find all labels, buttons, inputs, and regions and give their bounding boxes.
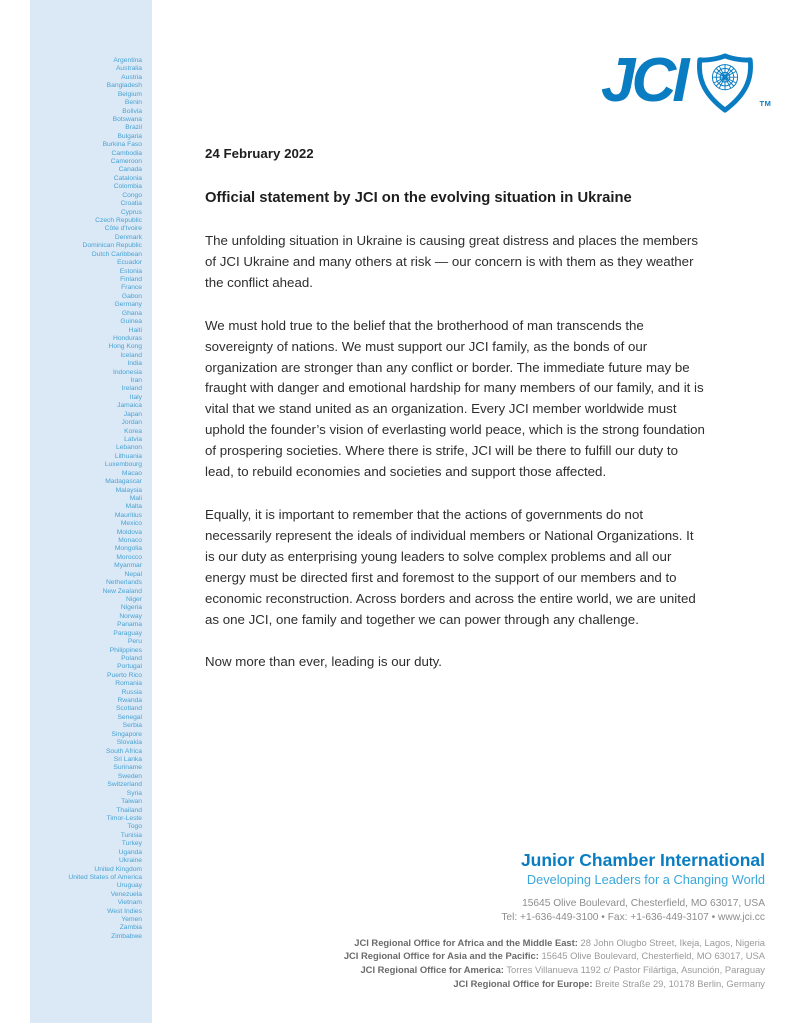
regional-office-address: Torres Villanueva 1192 c/ Pastor Filártiga, Asunción, Paraguay bbox=[506, 964, 765, 976]
country-name: Yemen bbox=[121, 916, 142, 924]
letter-date: 24 February 2022 bbox=[205, 146, 314, 161]
country-name: Uruguay bbox=[116, 882, 142, 890]
member-countries-band bbox=[30, 0, 152, 1023]
country-name: Dominican Republic bbox=[82, 242, 142, 250]
member-countries-list bbox=[30, 57, 142, 941]
country-name: Zambia bbox=[119, 924, 142, 932]
letter-paragraph: Now more than ever, leading is our duty. bbox=[205, 654, 443, 670]
country-name: Myanmar bbox=[114, 562, 142, 570]
regional-office-label: JCI Regional Office for America: bbox=[360, 964, 504, 976]
country-name: Benin bbox=[124, 99, 142, 107]
country-name: Russia bbox=[121, 688, 142, 696]
country-name: Turkey bbox=[121, 840, 142, 848]
country-name: Catalonia bbox=[113, 174, 142, 182]
regional-offices bbox=[344, 936, 765, 991]
country-name: Jamaica bbox=[117, 402, 142, 410]
country-name: Niger bbox=[126, 596, 142, 603]
org-name: Junior Chamber International bbox=[520, 850, 765, 870]
country-name: Nigeria bbox=[120, 604, 142, 612]
country-name: Scotland bbox=[115, 705, 142, 713]
regional-office-line bbox=[344, 963, 765, 977]
country-name: Philippines bbox=[109, 646, 142, 654]
regional-office-address: 15645 Olive Boulevard, Chesterfield, MO 63017, USA bbox=[541, 950, 765, 962]
country-name: Lithuania bbox=[114, 452, 142, 460]
country-name: Switzerland bbox=[107, 781, 142, 789]
country-name: Zimbabwe bbox=[111, 932, 142, 940]
country-name: Cyprus bbox=[120, 208, 142, 216]
country-name: Ukraine bbox=[118, 857, 142, 865]
country-name: Lebanon bbox=[115, 444, 142, 452]
country-name: Netherlands bbox=[105, 579, 142, 587]
country-name: Slovakia bbox=[116, 739, 142, 747]
country-name: Congo bbox=[122, 191, 142, 199]
country-name: Peru bbox=[127, 638, 142, 646]
country-name: Estonia bbox=[119, 267, 142, 275]
letter-paragraph: The unfolding situation in Ukraine is causing great distress and places the members of JCI Ukraine and many others at risk — our concern is with them as they weather the conflict ahead. bbox=[205, 233, 698, 290]
country-name: Singapore bbox=[111, 730, 142, 738]
country-name: Malta bbox=[125, 503, 142, 511]
country-name: Panama bbox=[117, 621, 142, 629]
country-name: Romania bbox=[115, 680, 142, 688]
jci-logo bbox=[601, 46, 772, 115]
letter-title: Official statement by JCI on the evolving situation in Ukraine bbox=[205, 190, 632, 206]
letter-paragraph: Equally, it is important to remember that the actions of governments do not necessarily represent the ideals of individual members or National Organizations. It is our duty as enterprising young leaders to solve complex problems and all our energy must be directed first and foremost to the support of our members and to economic reconstruction. Across borders and across the entire world, we are united as one JCI, one family and together we can power through any challenge. bbox=[205, 506, 696, 627]
country-name: Serbia bbox=[122, 722, 142, 730]
letter-paragraphs bbox=[205, 231, 705, 673]
country-name: Portugal bbox=[117, 663, 142, 671]
country-name: Honduras bbox=[113, 334, 142, 342]
org-tagline: Developing Leaders for a Changing World bbox=[526, 872, 765, 887]
country-name: Burkina Faso bbox=[102, 141, 142, 149]
country-name: Suriname bbox=[113, 764, 142, 772]
country-name: Indonesia bbox=[112, 368, 142, 376]
hq-address: 15645 Olive Boulevard, Chesterfield, MO 63017, USA bbox=[522, 898, 765, 909]
country-name: Ecuador bbox=[117, 259, 142, 267]
country-name: Haiti bbox=[128, 326, 142, 334]
country-name: Taiwan bbox=[121, 798, 142, 806]
letter-content bbox=[205, 146, 705, 695]
country-name: West Indies bbox=[107, 907, 142, 915]
country-name: Germany bbox=[114, 301, 142, 309]
country-name: Cambodia bbox=[111, 149, 142, 157]
country-name: Brazil bbox=[125, 124, 142, 132]
country-name: Australia bbox=[115, 65, 142, 73]
country-name: Canada bbox=[118, 166, 142, 174]
country-name: Argentina bbox=[113, 57, 142, 64]
country-name: Sweden bbox=[117, 772, 142, 780]
hq-address-block bbox=[344, 897, 765, 925]
country-name: Uganda bbox=[118, 848, 142, 856]
trademark-symbol: TM bbox=[759, 99, 772, 108]
country-name: Gabon bbox=[121, 292, 142, 300]
country-name: Timor-Leste bbox=[106, 814, 142, 822]
country-name: Ireland bbox=[121, 385, 142, 393]
country-name: Ghana bbox=[121, 309, 142, 317]
country-name: Luxembourg bbox=[104, 461, 142, 469]
country-name: Jordan bbox=[121, 419, 142, 427]
country-name: Iran bbox=[130, 377, 142, 385]
country-name: Madagascar bbox=[105, 478, 142, 486]
country-name: United Kingdom bbox=[94, 865, 142, 873]
country-name: Denmark bbox=[114, 233, 142, 241]
country-name: Mauritius bbox=[114, 511, 142, 519]
country-name: Japan bbox=[123, 410, 142, 418]
country-name: Bulgaria bbox=[117, 132, 142, 140]
country-name: Thailand bbox=[116, 806, 142, 814]
country-name: Morocco bbox=[116, 553, 142, 561]
country-name: Cameroon bbox=[110, 158, 142, 166]
country-name: Côte d'Ivoire bbox=[104, 225, 142, 233]
country-name: Malaysia bbox=[115, 486, 142, 494]
country-name: Rwanda bbox=[117, 697, 142, 705]
regional-office-label: JCI Regional Office for Europe: bbox=[453, 977, 593, 989]
letter-paragraph: We must hold true to the belief that the brotherhood of man transcends the sovereignty of nations. We must support our JCI family, as the bonds of our organization are stronger than any conflict or border. The immediate future may be fraught with danger and emotional hardship for many members of our family, and it is vital that we stand united as an organization. Every JCI member worldwide must uphold the founder’s vision of everlasting world peace, which is the strong foundation of prospering societies. Where there is strife, JCI will be there to fulfill our duty to lead, to rebuild economies and societies and support those affected. bbox=[205, 317, 705, 480]
regional-office-line bbox=[344, 936, 765, 950]
regional-office-label: JCI Regional Office for Africa and the Middle East: bbox=[354, 936, 578, 948]
country-name: Puerto Rico bbox=[107, 671, 142, 679]
country-name: Bolivia bbox=[122, 107, 142, 115]
jci-logo-text: JCI bbox=[601, 46, 686, 115]
country-name: Guinea bbox=[120, 318, 142, 326]
letterhead-footer bbox=[344, 849, 765, 991]
country-name: Paraguay bbox=[113, 629, 142, 637]
country-name: Sri Lanka bbox=[113, 756, 142, 764]
country-name: Tunisia bbox=[120, 831, 142, 839]
country-name: Norway bbox=[119, 612, 142, 620]
country-name: Moldova bbox=[116, 528, 142, 536]
country-name: Macao bbox=[121, 469, 142, 477]
country-name: Austria bbox=[121, 73, 142, 81]
country-name: Mali bbox=[129, 494, 142, 502]
country-name: Senegal bbox=[117, 713, 142, 721]
country-name: United States of America bbox=[68, 873, 142, 881]
country-name: France bbox=[121, 284, 142, 292]
country-name: Vietnam bbox=[117, 899, 142, 907]
country-name: Syria bbox=[126, 789, 142, 797]
country-name: Italy bbox=[129, 393, 142, 401]
regional-office-address: 28 John Olugbo Street, Ikeja, Lagos, Nigeria bbox=[580, 936, 765, 948]
regional-office-label: JCI Regional Office for Asia and the Pacific: bbox=[343, 950, 539, 962]
regional-office-line bbox=[344, 977, 765, 991]
country-name: Iceland bbox=[120, 351, 142, 359]
hq-contact: Tel: +1-636-449-3100 • Fax: +1-636-449-3107 • www.jci.cc bbox=[501, 911, 765, 923]
country-name: Mexico bbox=[120, 520, 142, 528]
country-name: Mongolia bbox=[114, 545, 142, 553]
country-name: Finland bbox=[120, 275, 142, 283]
country-name: Dutch Caribbean bbox=[91, 250, 142, 258]
country-name: Botswana bbox=[112, 115, 142, 123]
country-name: New Zealand bbox=[102, 587, 142, 595]
country-name: Togo bbox=[127, 823, 142, 831]
country-name: Croatia bbox=[120, 200, 142, 208]
country-name: Bangladesh bbox=[106, 82, 142, 90]
regional-office-line bbox=[344, 949, 765, 963]
country-name: Czech Republic bbox=[95, 217, 142, 225]
shield-globe-icon bbox=[693, 52, 757, 114]
country-name: Nepal bbox=[124, 570, 142, 578]
country-name: Poland bbox=[121, 654, 142, 662]
regional-office-address: Breite Straße 29, 10178 Berlin, Germany bbox=[595, 977, 765, 989]
country-name: India bbox=[127, 360, 142, 368]
country-name: Hong Kong bbox=[108, 343, 142, 351]
country-name: Colombia bbox=[113, 183, 142, 191]
country-name: Korea bbox=[124, 427, 142, 435]
country-name: Monaco bbox=[118, 537, 142, 545]
country-name: South Africa bbox=[105, 747, 142, 755]
country-name: Latvia bbox=[124, 435, 142, 443]
country-name: Belgium bbox=[117, 90, 142, 98]
country-name: Venezuela bbox=[110, 890, 142, 898]
